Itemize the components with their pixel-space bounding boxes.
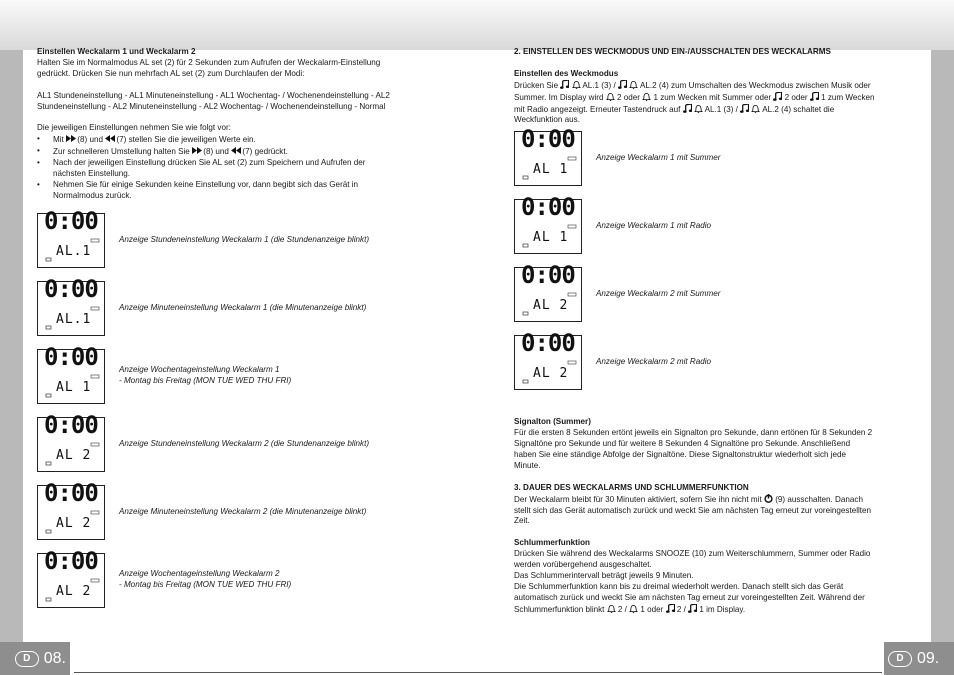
lcd-alarm-label: AL 2 (56, 447, 92, 463)
display-figure (37, 274, 437, 336)
lcd-time: 0:00 (521, 193, 575, 222)
display-figure (514, 193, 916, 254)
lcd-display (37, 410, 105, 472)
lcd-alarm-label: AL.1 (56, 243, 92, 259)
lcd-alarm-label: AL 2 (56, 515, 92, 531)
display-caption: Anzeige Weckalarm 1 mit Summer (596, 153, 721, 163)
bell-icon (572, 80, 581, 89)
music-note-icon (666, 604, 675, 613)
paragraph-line: Die Schlummerfunktion kann bis zu dreimal wiederholt werden. Danach stellt sich das Gerät (514, 581, 844, 591)
display-caption: Anzeige Wochentageinstellung Weckalarm 2 - Montag bis Freitag (MON TUE WED THU FRI) (119, 569, 292, 590)
power-icon (764, 494, 773, 503)
display-figure (37, 342, 437, 404)
section-heading: Einstellen Weckalarm 1 und Weckalarm 2 (37, 47, 196, 56)
bell-icon (606, 92, 615, 101)
paragraph-line: Schlummerfunktion blinkt 2 / 1 oder 2 / 1 im Display. (514, 604, 746, 614)
display-figure (37, 546, 437, 608)
paragraph-line: Zeit. (514, 516, 530, 526)
bell-icon (629, 80, 638, 89)
lcd-alarm-label: AL 2 (56, 583, 92, 599)
display-figure (37, 478, 437, 540)
steps-intro: Die jeweiligen Einstellungen nehmen Sie wie folgt vor: (37, 123, 231, 133)
display-caption: Anzeige Wochentageinstellung Weckalarm 1 - Montag bis Freitag (MON TUE WED THU FRI) (119, 365, 292, 386)
paragraph-line: Drücken Sie während des Weckalarms SNOOZE (10) zum Weiterschlummern, Summer oder Radio (514, 549, 871, 559)
paragraph-line: Signaltöne pro Sekunde und für weitere 8 Sekunden 4 Signaltöne pro Sekunde. Anschließend (514, 439, 851, 449)
lcd-time: 0:00 (44, 206, 98, 235)
paragraph-line: haben Sie eine ständige Abfolge der Signaltöne. Diese Signaltonstruktur wiederholt sich jede (514, 450, 847, 460)
right-column (514, 47, 916, 616)
lcd-time: 0:00 (521, 329, 575, 358)
music-note-icon (773, 92, 782, 101)
footer-rule (74, 672, 882, 673)
display-caption: Anzeige Weckalarm 1 mit Radio (596, 221, 712, 231)
display-caption: Anzeige Minuteneinstellung Weckalarm 1 (die Minutenanzeige blinkt) (119, 302, 367, 312)
paragraph-line: automatisch zurück und weckt Sie am nächsten Tag erneut zur voreingestellten Zeit. Während der (514, 592, 865, 602)
music-note-icon (683, 104, 692, 113)
subheading: Schlummerfunktion (514, 538, 590, 548)
lcd-time: 0:00 (521, 261, 575, 290)
bell-icon (751, 104, 760, 113)
play-forward-icon (66, 134, 75, 143)
lcd-alarm-label: AL.1 (56, 311, 92, 327)
rewind-icon (231, 146, 240, 155)
subheading: Signalton (Summer) (514, 417, 591, 427)
display-figure (514, 329, 916, 390)
lcd-time: 0:00 (521, 125, 575, 154)
paragraph-line: Minute. (514, 460, 541, 470)
music-note-icon (560, 80, 569, 89)
paragraph-line: Für die ersten 8 Sekunden ertönt jeweils ein Signalton pro Sekunde, dann ertönen für 8 Sekunden 2 (514, 428, 873, 438)
lcd-display (514, 329, 582, 390)
steps-list (37, 134, 437, 201)
lcd-display (37, 274, 105, 336)
lcd-alarm-label: AL 2 (533, 366, 569, 382)
lcd-alarm-label: AL 1 (533, 162, 569, 178)
section-heading: 3. DAUER DES WECKALARMS UND SCHLUMMERFUNKTION (514, 482, 749, 492)
display-caption: Anzeige Weckalarm 2 mit Summer (596, 289, 721, 299)
left-column (37, 47, 437, 621)
language-badge: D (888, 651, 912, 667)
lcd-time: 0:00 (44, 546, 98, 575)
bell-icon (642, 92, 651, 101)
lcd-display (37, 342, 105, 404)
subheading: Einstellen des Weckmodus (514, 68, 619, 78)
modes-line: Stundeneinstellung - AL2 Minuteneinstellung - AL2 Wochentag- / Wochenendeinstellung - Normal (37, 101, 386, 111)
music-note-icon (688, 604, 697, 613)
lcd-display (37, 206, 105, 268)
display-caption: Anzeige Minuteneinstellung Weckalarm 2 (die Minutenanzeige blinkt) (119, 506, 367, 516)
lcd-display (514, 125, 582, 186)
display-figure (37, 410, 437, 472)
paragraph-line: Summer. Im Display wird 2 oder 1 zum Wecken mit Summer oder 2 oder 1 zum Wecken (514, 92, 875, 102)
rewind-icon (105, 134, 114, 143)
play-forward-icon (192, 146, 201, 155)
page-number: 08. (43, 649, 66, 667)
lcd-display (514, 261, 582, 322)
language-badge: D (15, 651, 39, 667)
display-caption: Anzeige Stundeneinstellung Weckalarm 1 (die Stundenanzeige blinkt) (119, 234, 370, 244)
intro-line: gedrückt. Drücken Sie nun mehrfach AL set (2) zum Durchlaufen der Modi: (37, 68, 305, 78)
bell-icon (607, 604, 616, 613)
music-note-icon (740, 104, 749, 113)
page-number-left (0, 642, 70, 675)
lcd-alarm-label: AL 1 (533, 230, 569, 246)
left-margin-strip (0, 50, 23, 642)
list-item: • Nehmen Sie für einige Sekunden keine Einstellung vor, dann begibt sich das Gerät in Normalmodus zurück. (37, 180, 437, 202)
paragraph-line: werden vorübergehend ausgeschaltet. (514, 560, 652, 570)
paragraph-line: Das Schlummerintervall beträgt jeweils 9 Minuten. (514, 570, 694, 580)
display-figure (514, 261, 916, 322)
header-band (0, 0, 954, 50)
display-caption: Anzeige Stundeneinstellung Weckalarm 2 (die Stundenanzeige blinkt) (119, 438, 370, 448)
paragraph-line: Weckfunktion aus. (514, 115, 580, 125)
paragraph-line: Der Weckalarm bleibt für 30 Minuten aktiviert, sofern Sie ihn nicht mit (9) ausschalten. Danach (514, 494, 863, 504)
lcd-time: 0:00 (44, 342, 98, 371)
lcd-display (37, 478, 105, 540)
section-heading: 2. EINSTELLEN DES WECKMODUS UND EIN-/AUSSCHALTEN DES WECKALARMS (514, 47, 831, 56)
lcd-alarm-label: AL 1 (56, 379, 92, 395)
list-item: • Nach der jeweiligen Einstellung drücken Sie AL set (2) zum Speichern und Aufrufen der nächsten Einstellung. (37, 158, 437, 180)
intro-line: Halten Sie im Normalmodus AL set (2) für 2 Sekunden zum Aufrufen der Weckalarm-Einstellung (37, 57, 381, 67)
lcd-time: 0:00 (44, 274, 98, 303)
display-figure (514, 125, 916, 186)
lcd-time: 0:00 (44, 478, 98, 507)
bell-icon (694, 104, 703, 113)
music-note-icon (810, 92, 819, 101)
paragraph-line: stellt sich das Gerät automatisch zurück und weckt Sie am nächsten Tag erneut zur voreingestellten (514, 505, 872, 515)
paragraph-line: Drücken Sie AL.1 (3) / AL.2 (4) zum Umschalten des Weckmodus zwischen Musik oder (514, 80, 871, 90)
music-note-icon (618, 80, 627, 89)
lcd-display (514, 193, 582, 254)
right-margin-strip (931, 50, 954, 642)
page-number: 09. (917, 649, 940, 667)
lcd-alarm-label: AL 2 (533, 298, 569, 314)
display-figure (37, 206, 437, 268)
paragraph-line: mit Radio angezeigt. Erneuter Tastendruck auf AL.1 (3) / AL.2 (4) schaltet die (514, 104, 835, 114)
display-caption: Anzeige Weckalarm 2 mit Radio (596, 357, 712, 367)
list-item: • Zur schnelleren Umstellung halten Sie (8) und (7) gedrückt. (37, 146, 437, 158)
lcd-display (37, 546, 105, 608)
page-number-right (884, 642, 954, 675)
modes-line: AL1 Stundeneinstellung - AL1 Minuteneinstellung - AL1 Wochentag- / Wochenendeinstellung - AL2 (37, 90, 390, 100)
list-item: • Mit (8) und (7) stellen Sie die jeweiligen Werte ein. (37, 134, 437, 146)
lcd-time: 0:00 (44, 410, 98, 439)
bell-icon (629, 604, 638, 613)
